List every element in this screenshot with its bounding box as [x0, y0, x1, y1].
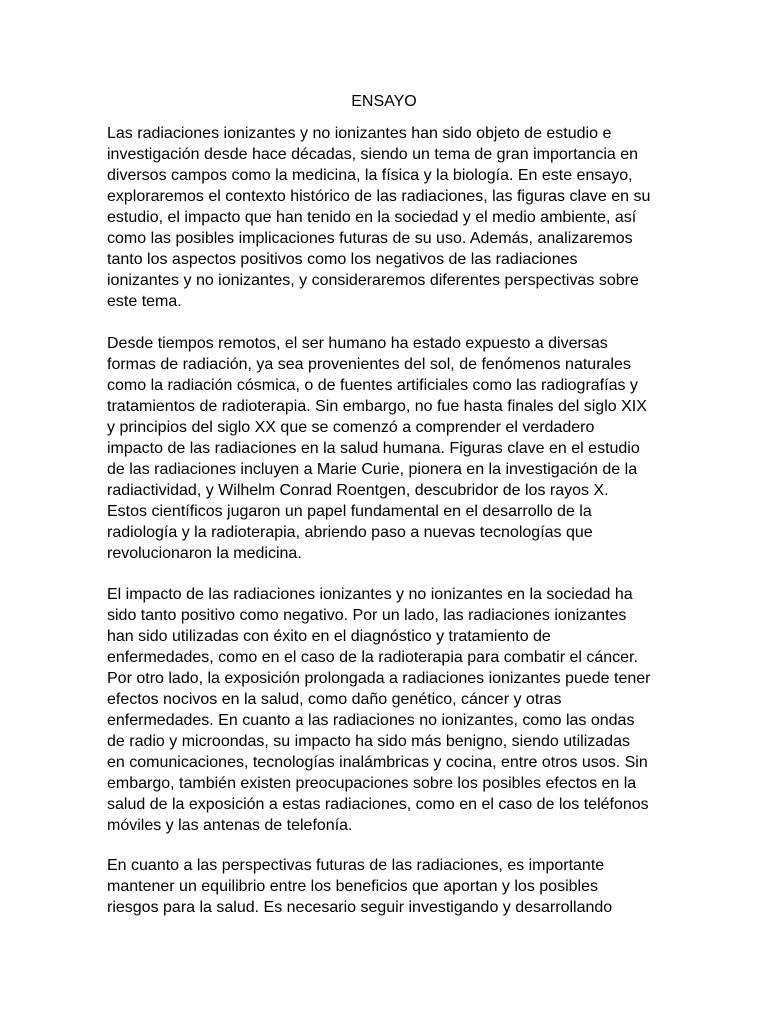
paragraph-intro	[107, 123, 650, 312]
paragraph-line: como las posibles implicaciones futuras de su uso. Además, analizaremos	[107, 230, 633, 247]
paragraph-line: Por otro lado, la exposición prolongada a radiaciones ionizantes puede tener	[107, 670, 651, 687]
paragraph-line: ionizantes y no ionizantes, y consideraremos diferentes perspectivas sobre	[107, 272, 639, 289]
paragraph-line: en comunicaciones, tecnologías inalámbricas y cocina, entre otros usos. Sin	[107, 754, 648, 771]
paragraph-line: revolucionaron la medicina.	[107, 545, 302, 562]
paragraph-line: mantener un equilibrio entre los beneficios que aportan y los posibles	[107, 878, 598, 895]
paragraph-line: impacto de las radiaciones en la salud humana. Figuras clave en el estudio	[107, 440, 640, 457]
paragraph-line: enfermedades, como en el caso de la radioterapia para combatir el cáncer.	[107, 649, 638, 666]
paragraph-line: salud de la exposición a estas radiaciones, como en el caso de los teléfonos	[107, 796, 649, 813]
paragraph-impact	[107, 584, 650, 836]
paragraph-line: este tema.	[107, 293, 182, 310]
paragraph-line: Las radiaciones ionizantes y no ionizantes han sido objeto de estudio e	[107, 125, 612, 142]
paragraph-line: de las radiaciones incluyen a Marie Curie, pionera en la investigación de la	[107, 461, 638, 478]
paragraph-line: embargo, también existen preocupaciones sobre los posibles efectos en la	[107, 775, 637, 792]
paragraph-line: tratamientos de radioterapia. Sin embargo, no fue hasta finales del siglo XIX	[107, 398, 647, 415]
paragraph-line: formas de radiación, ya sea provenientes del sol, de fenómenos naturales	[107, 356, 631, 373]
paragraph-line: El impacto de las radiaciones ionizantes y no ionizantes en la sociedad ha	[107, 586, 633, 603]
paragraph-future	[107, 855, 612, 918]
paragraph-line: En cuanto a las perspectivas futuras de las radiaciones, es importante	[107, 857, 605, 874]
paragraph-line: han sido utilizadas con éxito en el diagnóstico y tratamiento de	[107, 628, 551, 645]
paragraph-line: estudio, el impacto que han tenido en la sociedad y el medio ambiente, así	[107, 209, 637, 226]
paragraph-line: y principios del siglo XX que se comenzó a comprender el verdadero	[107, 419, 595, 436]
paragraph-line: tanto los aspectos positivos como los negativos de las radiaciones	[107, 251, 578, 268]
paragraph-line: sido tanto positivo como negativo. Por un lado, las radiaciones ionizantes	[107, 607, 627, 624]
paragraph-line: riesgos para la salud. Es necesario seguir investigando y desarrollando	[107, 899, 613, 916]
paragraph-line: como la radiación cósmica, o de fuentes artificiales como las radiografías y	[107, 377, 638, 394]
paragraph-line: radiología y la radioterapia, abriendo paso a nuevas tecnologías que	[107, 524, 593, 541]
paragraph-line: Desde tiempos remotos, el ser humano ha estado expuesto a diversas	[107, 335, 608, 352]
paragraph-history	[107, 333, 647, 564]
paragraph-line: Estos científicos jugaron un papel fundamental en el desarrollo de la	[107, 503, 592, 520]
paragraph-line: enfermedades. En cuanto a las radiaciones no ionizantes, como las ondas	[107, 712, 635, 729]
paragraph-line: investigación desde hace décadas, siendo un tema de gran importancia en	[107, 146, 639, 163]
paragraph-line: radiactividad, y Wilhelm Conrad Roentgen, descubridor de los rayos X.	[107, 482, 609, 499]
document-title: ENSAYO	[351, 93, 417, 110]
paragraph-line: de radio y microondas, su impacto ha sido más benigno, siendo utilizadas	[107, 733, 630, 750]
paragraph-line: móviles y las antenas de telefonía.	[107, 817, 353, 834]
paragraph-line: efectos nocivos en la salud, como daño genético, cáncer y otras	[107, 691, 562, 708]
paragraph-line: diversos campos como la medicina, la física y la biología. En este ensayo,	[107, 167, 633, 184]
paragraph-line: exploraremos el contexto histórico de las radiaciones, las figuras clave en su	[107, 188, 651, 205]
